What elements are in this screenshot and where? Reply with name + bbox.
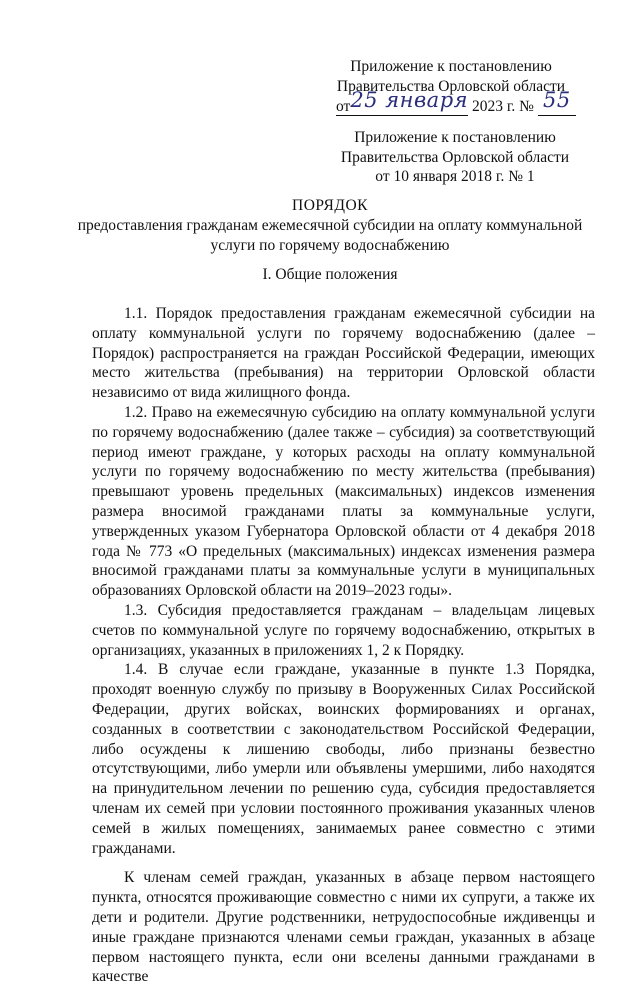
appendix-new <box>336 57 571 117</box>
paragraph-1-1: 1.1. Порядок предоставления гражданам ежемесячной субсидии на оплату коммунальной услуги по горячему водоснабжению (далее – Порядок) распространяется на граждан Российской Федерации, имеющих место жительства (пребывания) на территории Орловской области независимо от вида жилищного фонда. <box>92 305 595 402</box>
year-number-label: 2023 г. № <box>471 98 534 115</box>
paragraph-1-2: 1.2. Право на ежемесячную субсидию на оплату коммунальной услуги по горячему водоснабжению (далее также – субсидия) за соответствующий период имеют граждане, у которых расходы на оплату коммунальной услуги по горячему водоснабжению по месту жительства (пребывания) превышают уровень предельных (максимальных) индексов изменения размера вносимой гражданами платы за коммунальные услуги, утвержденных указом Губернатора Орловской области от 4 декабря 2018 года № 773 «О предельных (максимальных) индексах изменения размера вносимой гражданами платы за коммунальные услуги в муниципальных образованиях Орловской области на 2019–2023 годы». <box>92 403 595 600</box>
date-prefix: от <box>336 98 351 115</box>
paragraph-1-3: 1.3. Субсидия предоставляется гражданам – владельцам лицевых счетов по коммунальной услуге по горячему водоснабжению, открытых в организациях, указанных в приложениях 1, 2 к Порядку. <box>92 601 595 659</box>
appendix-new-line1: Приложение к постановлению <box>350 58 552 75</box>
document-subtitle <box>60 216 600 255</box>
appendix-old-line2: Правительства Орловской области <box>340 148 570 166</box>
appendix-old-line1: Приложение к постановлению <box>354 129 556 146</box>
appendix-old-line3: от 10 января 2018 г. № 1 <box>375 168 535 185</box>
appendix-new-date-line <box>336 88 571 117</box>
section-heading: I. Общие положения <box>262 266 398 283</box>
subtitle-line2: услуги по горячему водоснабжению <box>210 236 450 254</box>
handwritten-date: 25 января <box>350 88 469 112</box>
handwritten-number: 55 <box>542 88 571 112</box>
appendix-old <box>340 128 570 187</box>
document-title: ПОРЯДОК <box>292 197 368 214</box>
subtitle-line1: предоставления гражданам ежемесячной субсидии на оплату коммунальной <box>77 217 583 234</box>
appendix-new-line2: Правительства Орловской области <box>336 77 566 95</box>
paragraph-1-4-family: К членам семей граждан, указанных в абзаце первом настоящего пункта, относятся проживающие совместно с ними их супруги, а также их дети и родители. Другие родственники, нетрудоспособные иждивенцы и иные граждане признаются членами семьи граждан, указанных в абзаце первом настоящего пункта, если они вселены данными гражданами в качестве <box>92 869 595 986</box>
document-body <box>92 294 595 987</box>
paragraph-1-4: 1.4. В случае если граждане, указанные в пункте 1.3 Порядка, проходят военную службу по призыву в Вооруженных Силах Российской Федерации, других войсках, воинских формированиях и органах, созданных в соответствии с законодательством Российской Федерации, либо осуждены к лишению свободы, либо признаны безвестно отсутствующими, либо умерли или объявлены умершими, либо находятся на принудительном лечении по решению суда, субсидия предоставляется членам их семей при условии постоянного проживания указанных членов семей в жилых помещениях, занимаемых ранее совместно с этими гражданами. <box>92 661 595 857</box>
